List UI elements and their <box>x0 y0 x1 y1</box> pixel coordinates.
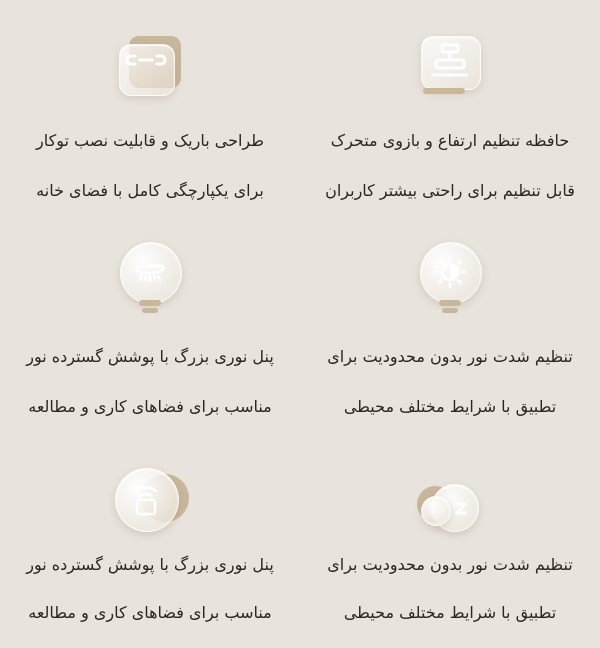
wide-light-panel-icon <box>115 240 185 310</box>
feature-line-1: تنظیم شدت نور بدون محدودیت برای <box>327 347 573 366</box>
feature-line-2: مناسب برای فضاهای کاری و مطالعه <box>28 397 272 416</box>
feature-line-1: تنظیم شدت نور بدون محدودیت برای <box>327 555 573 574</box>
feature-card-brightness <box>300 216 600 432</box>
feature-line-2: تطبیق با شرایط مختلف محیطی <box>343 397 557 416</box>
feature-card-night-mode <box>300 432 600 648</box>
feature-line-1: طراحی باریک و قابلیت نصب توکار <box>35 131 264 150</box>
night-mode-icon <box>415 480 485 550</box>
feature-line-1: حافظه تنظیم ارتفاع و بازوی متحرک <box>330 131 570 150</box>
slim-mount-icon <box>115 30 185 100</box>
feature-line-2: مناسب برای فضاهای کاری و مطالعه <box>28 603 272 622</box>
feature-line-1: پنل نوری بزرگ با پوشش گسترده نور <box>26 555 274 574</box>
feature-card-wireless <box>0 432 300 648</box>
feature-card-light-panel <box>0 216 300 432</box>
feature-line-2: قابل تنظیم برای راحتی بیشتر کاربران <box>325 181 575 200</box>
feature-line-1: پنل نوری بزرگ با پوشش گسترده نور <box>26 347 274 366</box>
height-adjust-icon <box>415 30 485 100</box>
feature-card-height-adjust <box>300 0 600 216</box>
feature-card-slim-mount <box>0 0 300 216</box>
brightness-bulb-icon <box>415 240 485 310</box>
wireless-remote-icon <box>115 466 185 536</box>
feature-line-2: تطبیق با شرایط مختلف محیطی <box>343 603 557 622</box>
feature-line-2: برای یکپارچگی کامل با فضای خانه <box>36 181 264 200</box>
